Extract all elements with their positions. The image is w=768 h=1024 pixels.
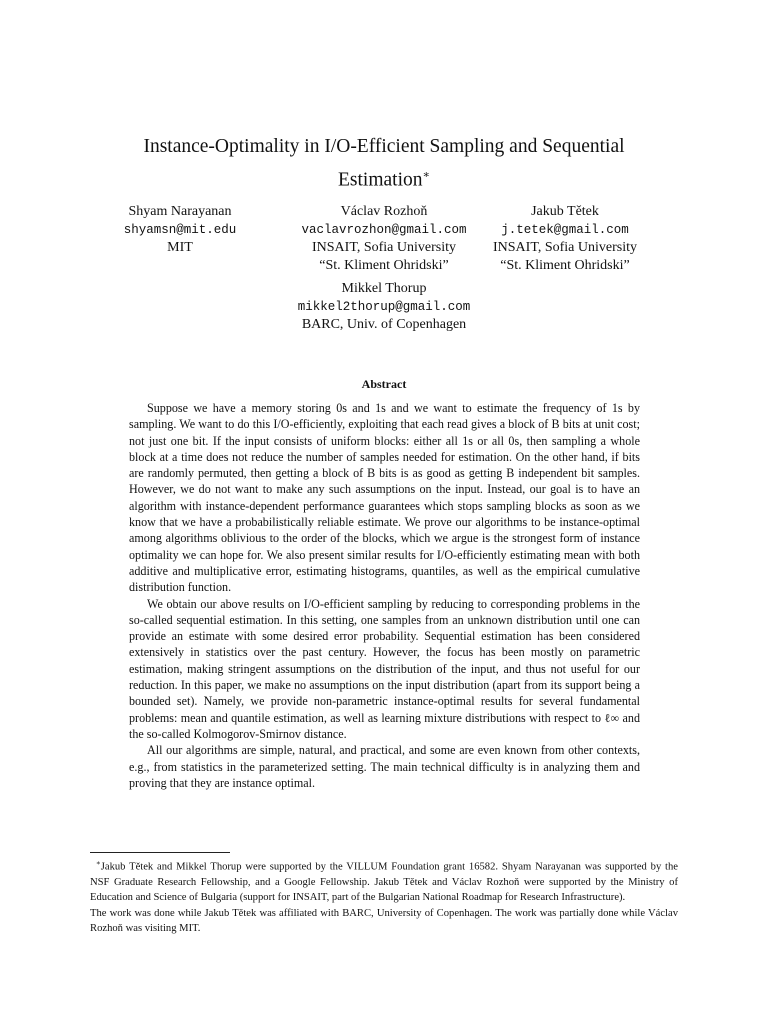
author-affiliation: “St. Kliment Ohridski” (500, 258, 630, 273)
author-affiliation: BARC, Univ. of Copenhagen (301, 317, 467, 332)
footnote-2: The work was done while Jakub Tětek was affiliated with BARC, University of Copenhagen. The work was partially done while Václav Rozhoň was visiting MIT. (90, 907, 678, 935)
footnote-1 (90, 856, 678, 906)
author-affiliation: MIT (167, 240, 193, 255)
paper-title-text: Instance-Optimality in I/O-Efficient Sampling and Sequential Estimation (143, 136, 625, 191)
footnotes (90, 856, 678, 937)
abstract-body (129, 400, 640, 791)
title-footnote-mark: ∗ (422, 169, 430, 181)
abstract-paragraph: All our algorithms are simple, natural, and practical, and some are even known from other contexts, e.g., from statistics in the parameterized setting. The main technical difficulty is in analyzing them and proving that they are instance optimal. (129, 743, 640, 790)
author-affiliation: INSAIT, Sofia University (493, 240, 637, 255)
footnote-text: Jakub Tětek and Mikkel Thorup were supported by the VILLUM Foundation grant 16582. Shyam Narayanan was supported by the NSF Graduate Research Fellowship, and a Google Fellowship. Jakub Tětek and Václav Rozhoň were supported by the Ministry of Education and Science of Bulgaria (support for INSAIT, part of the Bulgarian National Roadmap for Research Infrastructure). (90, 861, 678, 904)
paper-title (96, 133, 672, 195)
abstract-heading: Abstract (361, 377, 407, 391)
author-affiliation: INSAIT, Sofia University (312, 240, 456, 255)
author-4 (262, 280, 506, 334)
abstract-paragraph: Suppose we have a memory storing 0s and 1s and we want to estimate the frequency of 1s by sampling. We want to do this I/O-efficiently, exploiting that each read gives a block of B bits at unit cost; not just one bit. If the input consists of uniform blocks: either all 1s or all 0s, then sampling a whole block at a time does not reduce the number of samples needed for estimation. On the other hand, if bits are randomly permuted, then getting a block of B bits is as good as getting B independent bit samples. However, we do not want to make any such assumptions on the input. Instead, our goal is to have an algorithm with instance-dependent performance guarantees which stops sampling blocks as soon as we know that we have a probabilistically reliable estimate. We prove our algorithms to be instance-optimal among algorithms oblivious to the order of the blocks, which we argue is the strongest form of instance optimality we can hope for. We also present similar results for I/O-efficiently estimating mean with both additive and multiplicative error, estimating histograms, quantiles, as well as the empirical cumulative distribution function. (129, 401, 640, 595)
author-email: mikkel2thorup@gmail.com (297, 300, 471, 314)
footnote-divider (90, 852, 230, 853)
author-email: shyamsn@mit.edu (123, 223, 237, 237)
author-name: Shyam Narayanan (128, 204, 232, 219)
author-email: vaclavrozhon@gmail.com (301, 223, 467, 237)
author-name: Jakub Tětek (531, 204, 599, 219)
author-1 (100, 203, 260, 257)
footnote-mark: ∗ (96, 859, 101, 867)
author-name: Mikkel Thorup (341, 281, 427, 296)
author-3 (470, 203, 660, 275)
author-affiliation: “St. Kliment Ohridski” (319, 258, 449, 273)
author-name: Václav Rozhoň (340, 204, 428, 219)
author-email: j.tetek@gmail.com (501, 223, 629, 237)
abstract-paragraph: We obtain our above results on I/O-efficient sampling by reducing to corresponding problems in the so-called sequential estimation. In this setting, one samples from an unknown distribution until one can provide an estimate with some desired error probability. Sequential estimation has been considered extensively in statistics over the past century. However, the focus has been mostly on parametric estimation, making stringent assumptions on the distribution of the input, and thus not useful for our reduction. In this paper, we make no assumptions on the input distribution (apart from its support being a bounded set). Namely, we provide non-parametric instance-optimal results for several fundamental problems: mean and quantile estimation, as well as learning mixture distributions with respect to ℓ∞ and the so-called Kolmogorov-Smirnov distance. (129, 596, 640, 741)
